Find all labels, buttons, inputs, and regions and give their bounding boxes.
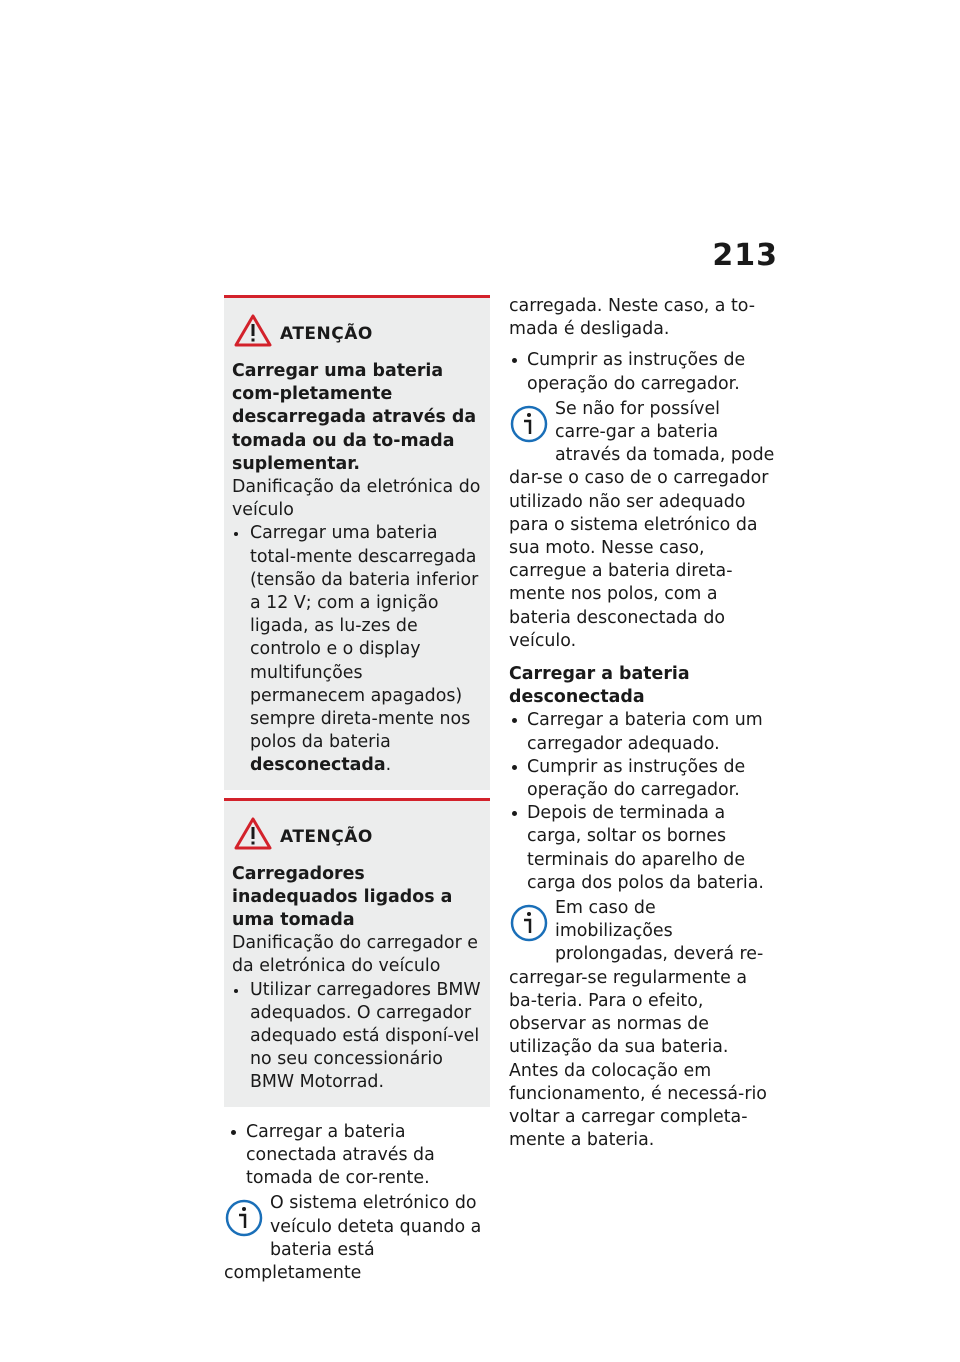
info-text: O sistema eletrónico do veículo deteta quando a bateria está completamente [224, 1193, 482, 1283]
bullet-bold-text: desconectada [250, 755, 386, 776]
warning-title: ATENÇÃO [280, 324, 373, 345]
info-icon [509, 903, 549, 943]
list-item: Cumprir as instruções de operação do carregador. [509, 349, 775, 395]
instruction-list [509, 709, 775, 895]
page-number: 213 [712, 238, 778, 273]
left-column [224, 295, 490, 1285]
warning-header [234, 821, 482, 855]
bullet-text: Carregar uma bateria total-mente descarregada (tensão da bateria inferior a 12 V; com a ignição ligada, as lu-zes de controlo e o display multifunções permanecem apagados) sempre direta-mente nos polos da bateria [250, 523, 479, 753]
info-icon [509, 404, 549, 444]
right-column [509, 295, 775, 1152]
warning-triangle-icon [234, 817, 272, 858]
list-item [232, 522, 482, 777]
warning-heading: Carregadores inadequados ligados a uma tomada [232, 863, 453, 931]
info-text: Se não for possível carre-gar a bateria através da tomada, pode dar-se o caso de o carregador utilizado não ser adequado para o sistema eletrónico da sua moto. Nesse caso, carregue a bateria direta-mente nos polos, com a bateria desconectada do veículo. [509, 398, 775, 651]
list-item: Carregar a bateria com um carregador adequado. [509, 709, 775, 755]
info-icon [224, 1198, 264, 1238]
warning-header [234, 318, 482, 352]
instruction-list [509, 349, 775, 395]
info-note [509, 398, 775, 653]
warning-title: ATENÇÃO [280, 827, 373, 848]
list-item: Depois de terminada a carga, soltar os bornes terminais do aparelho de carga dos polos da bateria. [509, 802, 775, 895]
bullet-end: . [385, 755, 392, 776]
info-note [224, 1192, 490, 1285]
warning-triangle-icon [234, 314, 272, 355]
list-item: Cumprir as instruções de operação do carregador. [509, 756, 775, 802]
list-item: Carregar a bateria conectada através da tomada de cor-rente. [228, 1121, 490, 1191]
warning-consequence: Danificação do carregador e da eletrónica do veículo [232, 933, 478, 977]
warning-box-battery [224, 295, 490, 790]
info-text: Em caso de imobilizações prolongadas, deverá re-carregar-se regularmente a ba-teria. Para o efeito, observar as normas de utilização da sua bateria. Antes da colocação em funcionamento, é necessá-rio voltar a carregar completa-mente a bateria. [509, 898, 767, 1151]
list-item: Utilizar carregadores BMW adequados. O carregador adequado está disponí-vel no seu concessionário BMW Motorrad. [232, 979, 482, 1095]
section-heading: Carregar a bateria desconectada [509, 664, 690, 708]
warning-bullet-list [232, 979, 482, 1095]
instruction-list [224, 1121, 490, 1191]
warning-box-charger [224, 798, 490, 1107]
warning-consequence: Danificação da eletrónica do veículo [232, 477, 481, 521]
continuation-text: carregada. Neste caso, a to-mada é desligada. [509, 296, 756, 340]
warning-heading: Carregar uma bateria com-pletamente descarregada através da tomada ou da to-mada suplementar. [232, 361, 477, 474]
info-note [509, 897, 775, 1152]
warning-bullet-list [232, 522, 482, 777]
